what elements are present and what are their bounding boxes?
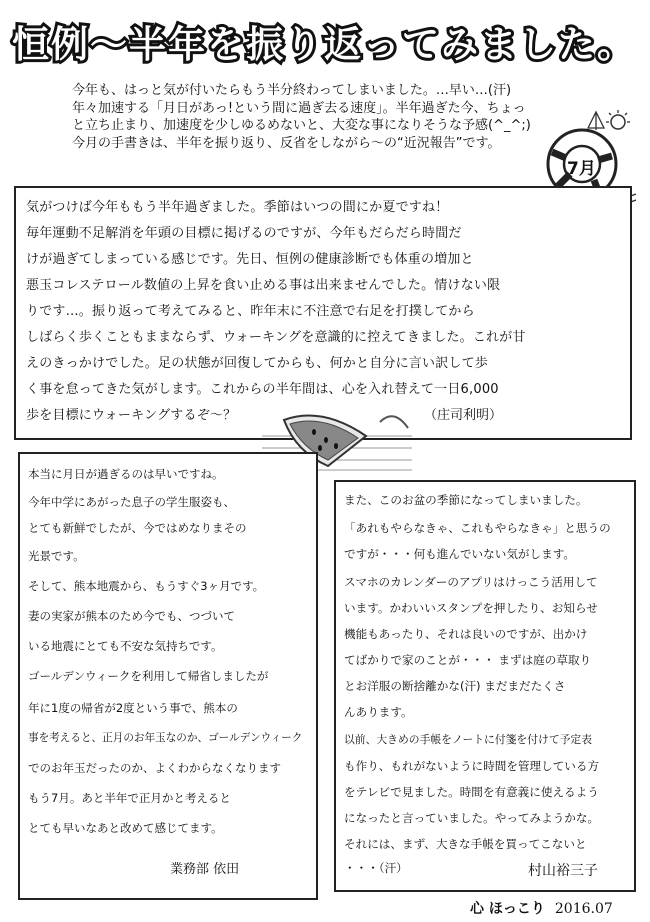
author-shoji: （庄司利明） <box>424 408 503 423</box>
article-line: 妻の実家が熊本のため今でも、つづいて <box>28 609 235 623</box>
article-line: 気がつけば今年ももう半年過ぎました。季節はいつの間にか夏ですね！ <box>26 200 449 215</box>
article-line: んあります。 <box>344 705 413 719</box>
article-line: とても新鮮でしたが、今ではめなりまその <box>28 521 247 535</box>
article-line: 「あれもやらなきゃ、これもやらなきゃ」と思うの <box>344 521 611 535</box>
article-line: 年に1度の帰省が2度という事で、熊本の <box>28 701 238 715</box>
intro-line: 今年も、はっと気が付いたらもう半分終わってしまいました。…早い…(汗) <box>72 83 512 98</box>
article-line: でのお年玉だったのか、よくわからなくなります <box>28 761 281 775</box>
article-line: いる地震にとても不安な気持ちです。 <box>28 639 223 653</box>
article-line: もう7月。あと半年で正月かと考えると <box>28 791 231 805</box>
footer-date: 2016.07 <box>554 901 613 917</box>
article-line: 今年中学にあがった息子の学生服姿も、 <box>28 495 235 509</box>
article-line: 毎年運動不足解消を年頭の目標に掲げるのですが、今年もだらだら時間だ <box>26 226 462 241</box>
intro-line: と立ち止まり、加速度を少しゆるめないと、大変な事になりそうな予感(^_^;) <box>72 118 531 133</box>
footer <box>470 898 613 918</box>
article-line: また、このお盆の季節になってしまいました。 <box>344 493 588 507</box>
article-line: りです…。振り返って考えてみると、昨年末に不注意で右足を打撲してから <box>26 304 475 319</box>
intro-line: 今月の手書きは、半年を振り返り、反省をしながら～の“近況報告”です。 <box>72 135 501 151</box>
article-line: それには、まず、大きな手帳を買ってこないと <box>344 837 587 851</box>
article-line: ですが・・・何も進んでいない気がします。 <box>344 547 575 561</box>
article-line: てばかりで家のことが・・・ まずは庭の草取り <box>344 653 592 667</box>
article-line: 事を考えると、正月のお年玉なのか、ゴールデンウィーク <box>28 732 303 744</box>
article-line: 光景です。 <box>28 549 85 563</box>
article-line: ゴールデンウィークを利用して帰省しましたが <box>28 669 269 683</box>
article-line: も作り、もれがないように時間を管理している方 <box>344 759 600 773</box>
article-yoda <box>18 452 318 900</box>
article-line: 歩を目標にウォーキングするぞ～？ <box>26 408 237 423</box>
article-line: スマホのカレンダーのアプリはけっこう活用して <box>344 575 598 589</box>
author-murayama: 村山裕三子 <box>528 863 598 879</box>
article-line: えのきっかけでした。足の状態が回復してからも、何かと自分に言い訳して歩 <box>26 356 489 371</box>
article-line: けが過ぎてしまっている感じです。先日、恒例の健康診断でも体重の増加と <box>26 252 474 267</box>
page-title: 恒例～半年を振り返ってみました。 <box>12 23 636 66</box>
article-line: います。かわいいスタンプを押したり、お知らせ <box>344 601 598 615</box>
badge-month: 7月 <box>567 159 596 179</box>
intro-text <box>72 82 542 152</box>
article-line: ・・・（汗） <box>344 861 408 875</box>
footer-brand: 心 ほっこり <box>470 901 545 917</box>
article-murayama <box>334 480 636 892</box>
article-line: とても早いなあと改めて感じてます。 <box>28 821 223 835</box>
article-line: 以前、大きめの手帳をノートに付箋を付けて予定表 <box>344 733 593 746</box>
article-line: になったと言っていました。やってみようかな。 <box>344 811 600 825</box>
article-line: く事を怠ってきた気がします。これからの半年間は、心を入れ替えて一日6,000 <box>26 382 499 397</box>
intro-line: 年々加速する「月日があっ!という間に過ぎ去る速度」。半年過ぎた今、ちょっ <box>72 100 526 116</box>
article-line: しばらく歩くこともままならず、ウォーキングを意識的に控えてきました。これが甘 <box>26 330 526 345</box>
article-line: 悪玉コレステロール数値の上昇を食い止める事は出来ませんでした。情けない限 <box>26 278 501 293</box>
article-line: をテレビで見ました。時間を有意義に使えるよう <box>344 785 599 799</box>
article-line: 機能もあったり、それは良いのですが、出かけ <box>344 627 588 641</box>
article-line: とお洋服の断捨離かな(汗) まだまだたくさ <box>344 679 566 693</box>
article-line: そして、熊本地震から、もうすぐ3ヶ月です。 <box>28 579 265 593</box>
author-yoda: 業務部 依田 <box>170 862 240 877</box>
article-line: 本当に月日が過ぎるのは早いですね。 <box>28 467 224 481</box>
